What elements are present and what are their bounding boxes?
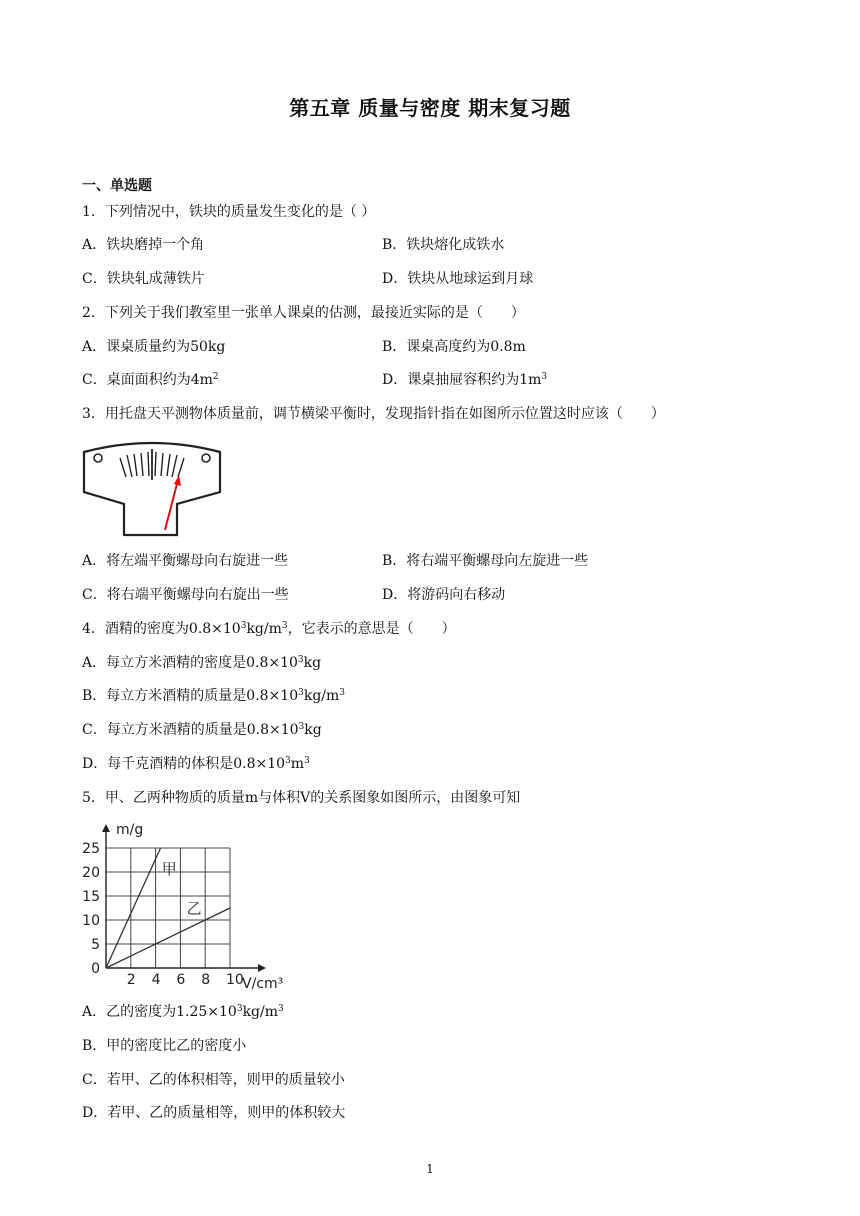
q1-option-b[interactable]: B．铁块熔化成铁水 [382,237,505,253]
q4-c-pre: C．每立方米酒精的质量是0.8×10 [82,722,299,738]
q5-a-sup: 3 [236,1004,243,1014]
q3-option-c[interactable]: C．将右端平衡螺母向右旋出一些 [82,587,289,603]
mass-volume-chart [82,818,292,990]
y-axis-label: m/g [116,822,144,838]
y-tick-label-10: 10 [82,913,100,929]
section-heading: 一、单选题 [82,178,152,194]
q4-d-sup: 3 [285,756,291,766]
q4-stem-pre: 4．酒精的密度为0.8×10 [82,621,241,637]
q5-a-pre: A．乙的密度为1.25×10 [82,1004,237,1020]
page-number: 1 [426,1162,434,1176]
q3-option-a[interactable]: A．将左端平衡螺母向右旋进一些 [82,553,289,569]
q1-option-d[interactable]: D．铁块从地球运到月球 [382,271,534,287]
y-tick-label-20: 20 [82,865,100,881]
q4-stem-post: ，它表示的意思是（ ） [287,621,456,637]
series-line-0 [106,848,161,968]
question-3-stem: 3．用托盘天平测物体质量前，调节横梁平衡时，发现指针指在如图所示位置这时应该（ ） [82,406,665,422]
q5-option-b[interactable]: B．甲的密度比乙的密度小 [82,1038,247,1054]
q4-option-c[interactable] [82,721,322,739]
q4-b-sup2: 3 [339,688,346,698]
q3-option-d[interactable]: D．将游码向右移动 [382,587,506,603]
q3-option-b[interactable]: B．将右端平衡螺母向左旋进一些 [382,553,589,569]
x-tick-label-6: 6 [176,972,186,988]
q2-option-c-sup: 2 [212,372,219,382]
question-1-stem: 1．下列情况中，铁块的质量发生变化的是（ ） [82,204,376,220]
y-tick-label-15: 15 [82,889,100,905]
q1-option-c[interactable]: C．铁块轧成薄铁片 [82,271,205,287]
x-tick-label-4: 4 [151,972,161,988]
right-hole [202,454,210,462]
q2-option-c-text: C．桌面面积约为4m [82,372,213,388]
question-5-stem: 5．甲、乙两种物质的质量m与体积V的关系图象如图所示，由图象可知 [82,790,521,806]
q2-option-a[interactable]: A．课桌质量约为50kg [82,339,226,355]
q4-b-pre: B．每立方米酒精的质量是0.8×10 [82,688,299,704]
q4-b-sup: 3 [298,688,304,698]
q4-option-b[interactable] [82,687,345,705]
q4-a-sup: 3 [297,655,304,665]
q1-option-a[interactable]: A．铁块磨掉一个角 [82,237,205,253]
y-tick-label-0: 0 [91,961,100,977]
q4-c-sup: 3 [298,722,305,732]
page-title: 第五章 质量与密度 期末复习题 [289,96,571,120]
q4-b-mid: kg/m [303,688,340,704]
x-tick-label-2: 2 [126,972,136,988]
question-2-stem: 2．下列关于我们教室里一张单人课桌的估测，最接近实际的是（ ） [82,305,525,321]
q5-a-sup2: 3 [278,1004,284,1014]
x-axis-arrow [258,964,266,972]
y-axis-arrow [102,824,110,832]
q4-d-pre: D．每千克酒精的体积是0.8×10 [82,756,286,772]
question-4-stem [82,620,456,638]
q4-d-sup2: 3 [304,756,310,766]
q4-c-post: kg [304,722,322,738]
q2-option-d-sup: 3 [541,372,548,382]
q4-a-pre: A．每立方米酒精的密度是0.8×10 [82,655,298,671]
q2-option-b[interactable]: B．课桌高度约为0.8m [382,339,526,355]
series-line-1 [106,908,230,968]
q2-option-d-text: D．课桌抽屉容积约为1m [382,372,542,388]
series-label-1: 乙 [186,899,202,918]
q5-option-d[interactable]: D．若甲、乙的质量相等，则甲的体积较大 [82,1105,346,1121]
x-tick-label-8: 8 [201,972,211,988]
q5-option-a[interactable] [82,1003,284,1021]
q4-stem-sup2: 3 [281,621,288,631]
q2-option-d[interactable] [382,371,547,389]
q4-a-post: kg [303,655,322,671]
q4-option-a[interactable] [82,654,321,672]
q5-option-c[interactable]: C．若甲、乙的体积相等，则甲的质量较小 [82,1072,345,1088]
q2-option-c[interactable] [82,371,219,389]
q4-stem-mid: kg/m [246,621,282,637]
y-tick-label-25: 25 [82,841,100,857]
series-label-0: 甲 [161,860,177,878]
q4-option-d[interactable] [82,755,310,773]
x-axis-label: V/cm³ [242,976,284,990]
x-tick-label-10: 10 [226,972,244,988]
y-tick-label-5: 5 [91,937,100,953]
q4-d-mid: m [290,756,305,772]
q4-stem-sup1: 3 [240,621,247,631]
q5-a-mid: kg/m [242,1004,278,1020]
left-hole [94,454,102,462]
balance-pointer-figure [82,440,222,538]
